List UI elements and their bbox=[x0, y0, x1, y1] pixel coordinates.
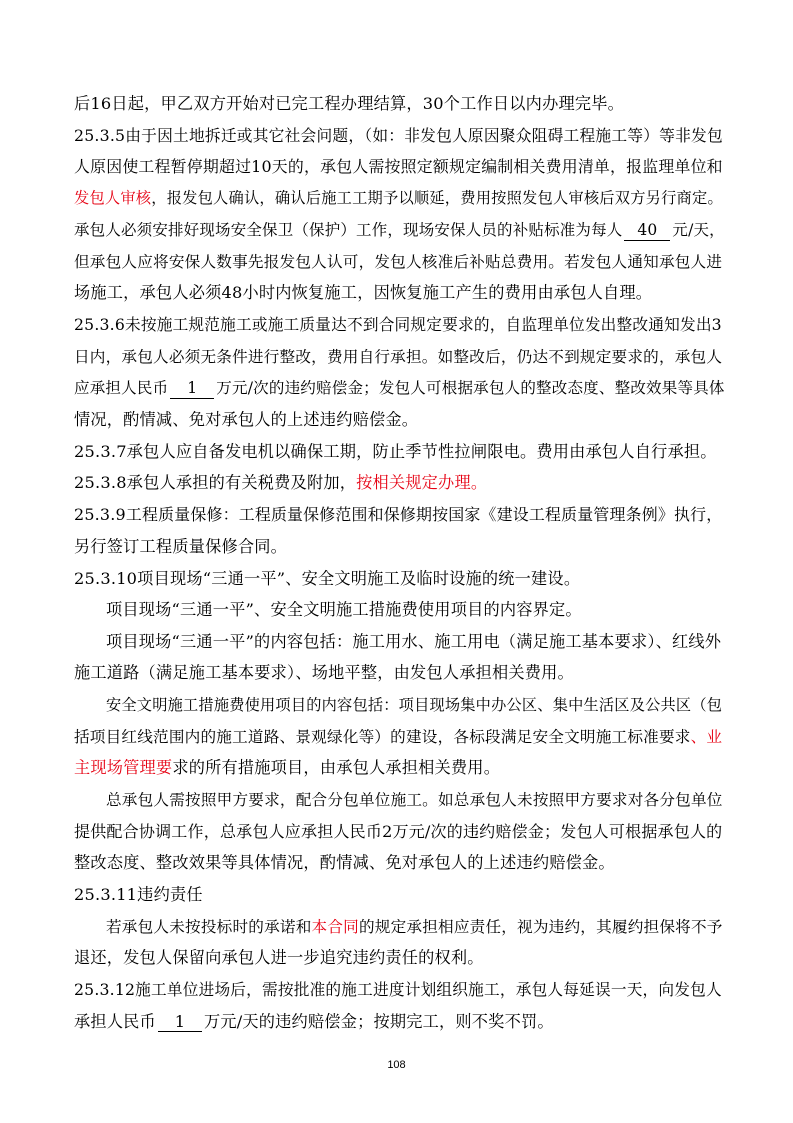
text-line: 25.3.9工程质量保修：工程质量保修范围和保修期按国家《建设工程质量管理条例》执行， bbox=[74, 505, 723, 524]
text-line: 场施工，承包人必须48小时内恢复施工，因恢复施工产生的费用由承包人自理。 bbox=[74, 283, 653, 302]
text-line: 项目现场“三通一平”的内容包括：施工用水、施工用电（满足施工基本要求）、红线外 bbox=[106, 632, 722, 651]
page-number: 108 bbox=[387, 1059, 406, 1071]
text-line bbox=[74, 376, 725, 400]
text-segment: 应承担人民币 bbox=[74, 379, 169, 397]
highlighted-text: 主现场管理要 bbox=[74, 758, 173, 777]
text-line: 但承包人应将安保人数事先报发包人认可，发包人核准后补贴总费用。若发包人通知承包人进 bbox=[74, 253, 723, 271]
text-line: 25.3.11违约责任 bbox=[74, 885, 203, 904]
text-line bbox=[74, 471, 487, 495]
text-segment: 括项目红线范围内的施工道路、景观绿化等）的建设，各标段满足安全文明施工标准要求 bbox=[74, 728, 691, 746]
text-line bbox=[106, 915, 723, 939]
text-line bbox=[74, 725, 722, 749]
text-line: 项目现场“三通一平”、安全文明施工措施费使用项目的内容界定。 bbox=[106, 600, 582, 619]
text-line: 人原因使工程暂停期超过10天的，承包人需按照定额规定编制相关费用清单，报监理单位和 bbox=[74, 157, 723, 176]
text-line: 25.3.6未按施工规范施工或施工质量达不到合同规定要求的，自监理单位发出整改通知发出3 bbox=[74, 315, 722, 334]
text-line: 25.3.7承包人应自备发电机以确保工期，防止季节性拉闸限电。费用由承包人自行承担。 bbox=[74, 442, 717, 461]
filled-blank: 1 bbox=[158, 1012, 202, 1032]
text-line: 25.3.5由于因土地拆迁或其它社会问题，（如：非发包人原因聚众阻碍工程施工等）等非发包 bbox=[74, 126, 723, 145]
text-line bbox=[74, 1010, 554, 1034]
text-segment: 25.3.8承包人承担的有关税费及附加， bbox=[74, 473, 357, 492]
text-line bbox=[74, 186, 723, 210]
highlighted-text: 按相关规定办理。 bbox=[356, 473, 488, 492]
highlighted-text: 发包人审核 bbox=[74, 189, 152, 207]
highlighted-text: 、业 bbox=[690, 728, 723, 746]
text-line: 整改态度、整改效果等具体情况，酌情减、免对承包人的上述违约赔偿金。 bbox=[74, 853, 615, 872]
filled-blank: 1 bbox=[170, 379, 214, 399]
text-line: 另行签订工程质量保修合同。 bbox=[74, 537, 288, 556]
text-segment: 承担人民币 bbox=[74, 1012, 156, 1031]
text-line: 施工道路（满足施工基本要求）、场地平整，由发包人承担相关费用。 bbox=[74, 663, 574, 682]
text-segment: 万元/天的违约赔偿金；按期完工，则不奖不罚。 bbox=[203, 1012, 554, 1031]
text-line: 25.3.12施工单位进场后，需按批准的施工进度计划组织施工，承包人每延误一天，向发包人 bbox=[74, 980, 722, 999]
text-line bbox=[74, 756, 500, 780]
text-segment: 的规定承担相应责任，视为违约，其履约担保将不予 bbox=[358, 918, 723, 936]
text-line: 总承包人需按照甲方要求，配合分包单位施工。如总承包人未按照甲方要求对各分包单位 bbox=[106, 791, 723, 809]
text-segment: 万元/次的违约赔偿金；发包人可根据承包人的整改态度、整改效果等具体 bbox=[216, 379, 725, 397]
text-segment: 求的所有措施项目，由承包人承担相关费用。 bbox=[172, 758, 501, 777]
text-line: 安全文明施工措施费使用项目的内容包括：项目现场集中办公区、集中生活区及公共区（包 bbox=[106, 696, 723, 714]
text-line: 退还，发包人保留向承包人进一步追究违约责任的权利。 bbox=[74, 948, 484, 967]
text-segment: 承包人必须安排好现场安全保卫（保护）工作，现场安保人员的补贴标准为每人 bbox=[74, 221, 623, 239]
text-line: 日内，承包人必须无条件进行整改，费用自行承担。如整改后，仍达不到规定要求的，承包人 bbox=[74, 348, 723, 366]
text-segment: ，报发包人确认，确认后施工工期予以顺延，费用按照发包人审核后双方另行商定。 bbox=[151, 189, 723, 207]
filled-blank: 40 bbox=[624, 221, 670, 241]
text-segment: 元/天， bbox=[672, 221, 725, 239]
text-segment: 若承包人未按投标时的承诺和 bbox=[106, 918, 312, 936]
text-line bbox=[74, 218, 725, 242]
text-line: 25.3.10项目现场“三通一平”、安全文明施工及临时设施的统一建设。 bbox=[74, 569, 581, 588]
text-line: 提供配合协调工作，总承包人应承担人民币2万元/次的违约赔偿金；发包人可根据承包人的 bbox=[74, 822, 723, 841]
highlighted-text: 本合同 bbox=[311, 918, 359, 936]
text-line: 后16日起，甲乙双方开始对已完工程办理结算，30个工作日以内办理完毕。 bbox=[74, 94, 625, 113]
text-line: 情况，酌情减、免对承包人的上述违约赔偿金。 bbox=[74, 410, 419, 429]
